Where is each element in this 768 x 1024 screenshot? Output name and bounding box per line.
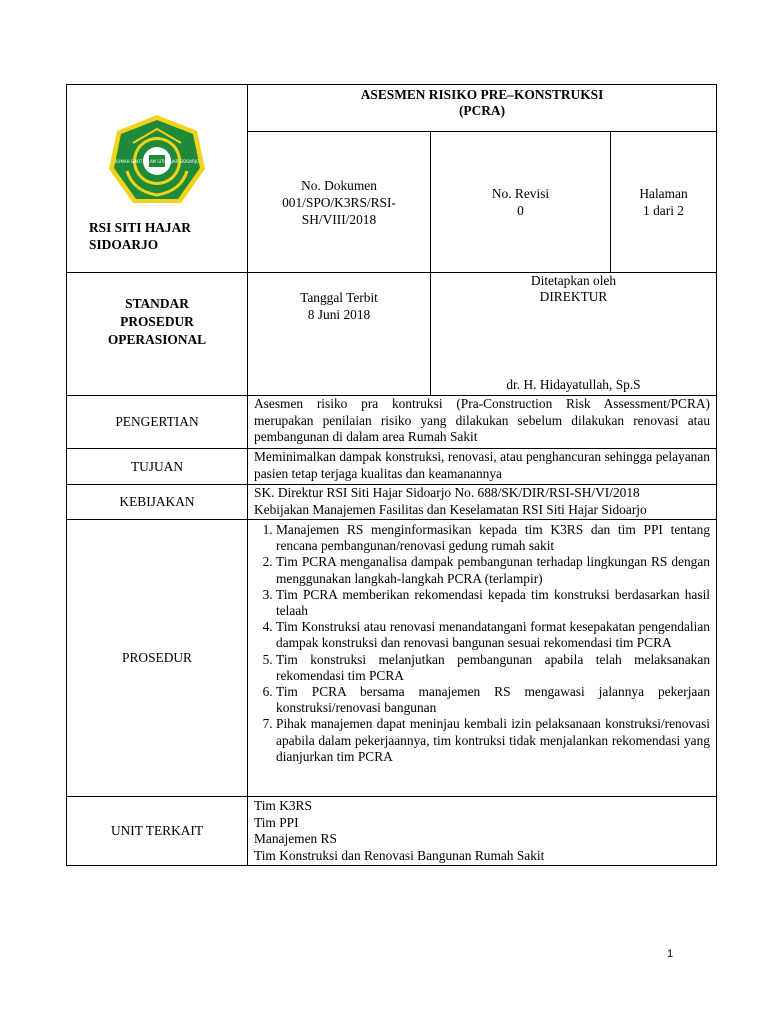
kebijakan-text xyxy=(248,485,717,520)
title-line2: (PCRA) xyxy=(458,103,506,118)
prosedur-list xyxy=(248,522,716,765)
unit-item: Tim K3RS xyxy=(254,798,312,813)
unit-item: Manajemen RS xyxy=(254,831,337,846)
page-number: 1 xyxy=(667,948,674,960)
page-cell xyxy=(611,132,717,273)
kebijakan-line1: SK. Direktur RSI Siti Hajar Sidoarjo No. 688/SK/DIR/RSI-SH/VI/2018 xyxy=(254,485,640,500)
title-line1: ASESMEN RISIKO PRE–KONSTRUKSI xyxy=(360,87,604,102)
document-title xyxy=(248,85,717,132)
unit-item: Tim PPI xyxy=(254,814,299,830)
page-label: Halaman xyxy=(639,186,688,201)
doc-number-cell xyxy=(248,132,431,273)
org-name-line2: SIDOARJO xyxy=(89,237,159,252)
revision-value: 0 xyxy=(517,203,524,218)
organization-name xyxy=(89,219,191,253)
revision-label: No. Revisi xyxy=(491,186,550,201)
doc-number-line2: SH/VIII/2018 xyxy=(301,211,377,227)
kebijakan-label: KEBIJAKAN xyxy=(67,485,248,520)
issue-date-label: Tanggal Terbit xyxy=(300,290,378,305)
logo-cell xyxy=(67,85,248,273)
doc-number-line1: 001/SPO/K3RS/RSI- xyxy=(282,194,396,210)
doc-number-label: No. Dokumen xyxy=(301,177,377,193)
tujuan-text: Meminimalkan dampak konstruksi, renovasi, atau penghancuran sehingga pelayanan pasien tetap terjaga kualitas dan keamanannya xyxy=(248,449,717,485)
prosedur-cell xyxy=(248,520,717,797)
revision-cell xyxy=(431,132,611,273)
sop-label-line3: OPERASIONAL xyxy=(107,332,207,347)
approval-cell xyxy=(431,273,717,396)
approval-role: DIREKTUR xyxy=(539,289,608,304)
page-value: 1 dari 2 xyxy=(643,203,684,218)
prosedur-step: 7. Pihak manajemen dapat meninjau kembali izin pelaksanaan konstruksi/renovasi apabila dalam pekerjaannya, tim kontruksi tidak menjalankan rekomendasi yang dianjurkan tim PCRA xyxy=(276,716,710,765)
logo-text: RUMAH SAKIT ISLAM SITI HAJAR SIDOARJO xyxy=(114,159,200,164)
hospital-logo-icon xyxy=(105,113,209,213)
sop-label-line1: STANDAR xyxy=(125,296,189,311)
hospital-logo xyxy=(105,113,209,213)
prosedur-step: 6. Tim PCRA bersama manajemen RS mengawasi jalannya pekerjaan konstruksi/renovasi bangunan xyxy=(276,684,710,716)
prosedur-step: 1. Manajemen RS menginformasikan kepada tim K3RS dan tim PPI tentang rencana pembangunan/renovasi gedung rumah sakit xyxy=(276,522,710,554)
tujuan-label: TUJUAN xyxy=(67,449,248,485)
prosedur-step: 4. Tim Konstruksi atau renovasi menandatangani format kesepakatan pengendalian dampak konstruksi dan renovasi bangunan sesuai rekomendasi tim PCRA xyxy=(276,619,710,651)
pengertian-text: Asesmen risiko pra kontruksi (Pra-Construction Risk Assessment/PCRA) merupakan penilaian risiko yang dilakukan sebelum dilakukan renovasi atau pembangunan di dalam area Rumah Sakit xyxy=(248,396,717,449)
approval-label: Ditetapkan oleh xyxy=(530,273,617,288)
prosedur-label: PROSEDUR xyxy=(67,520,248,797)
prosedur-step: 2. Tim PCRA menganalisa dampak pembangunan terhadap lingkungan RS dengan menggunakan langkah-langkah PCRA (terlampir) xyxy=(276,554,710,586)
kebijakan-line2: Kebijakan Manajemen Fasilitas dan Keselamatan RSI Siti Hajar Sidoarjo xyxy=(254,501,647,517)
signatory-name: dr. H. Hidayatullah, Sp.S xyxy=(506,377,641,392)
prosedur-step: 5. Tim konstruksi melanjutkan pembangunan apabila telah melaksanakan rekomendasi tim PCRA xyxy=(276,652,710,684)
unit-item: Tim Konstruksi dan Renovasi Bangunan Rumah Sakit xyxy=(254,847,545,863)
issue-date-cell xyxy=(248,273,431,396)
sop-label-line2: PROSEDUR xyxy=(120,314,194,329)
issue-date-value: 8 Juni 2018 xyxy=(307,307,371,322)
unit-terkait-list xyxy=(248,797,717,866)
sop-label-cell xyxy=(67,273,248,396)
unit-terkait-label: UNIT TERKAIT xyxy=(67,797,248,866)
prosedur-step: 3. Tim PCRA memberikan rekomendasi kepada tim konstruksi berdasarkan hasil telaah xyxy=(276,587,710,619)
sop-table xyxy=(66,84,717,866)
org-name-line1: RSI SITI HAJAR xyxy=(89,220,191,235)
pengertian-label: PENGERTIAN xyxy=(67,396,248,449)
